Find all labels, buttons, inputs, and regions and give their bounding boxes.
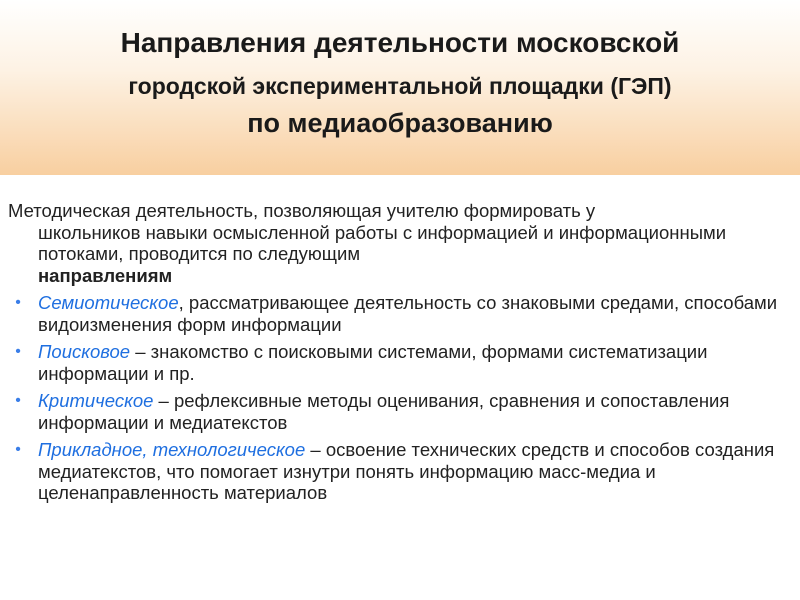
bullet-icon: •: [15, 343, 21, 360]
direction-description: , рассматривающее деятельность со знаковыми средами, способами видоизменения форм информации: [38, 292, 778, 335]
intro-paragraph: [8, 200, 778, 286]
direction-term: Критическое: [38, 390, 154, 411]
intro-rest-text: школьников навыки осмысленной работы с информацией и информационными потоками, проводится по следующим: [38, 221, 727, 264]
direction-term: Семиотическое: [38, 292, 179, 313]
direction-description: – рефлексивные методы оценивания, сравнения и сопоставления информации и медиатекстов: [38, 390, 730, 433]
list-item: [8, 341, 778, 384]
list-item: [8, 390, 778, 433]
intro-rest: [8, 222, 778, 287]
list-item: [8, 292, 778, 335]
direction-term: Поисковое: [38, 341, 131, 362]
intro-bold-text: направлениям: [38, 264, 173, 286]
direction-term: Прикладное, технологическое: [38, 439, 306, 460]
slide-title-line-1: Направления деятельности московской: [120, 27, 680, 58]
slide-title-line-2: городской экспериментальной площадки (ГЭП): [128, 73, 672, 99]
slide-title-line-3: по медиаобразованию: [247, 108, 553, 138]
slide-title: [0, 24, 800, 142]
bullet-icon: •: [15, 294, 21, 311]
slide-body: [8, 200, 778, 510]
list-item: [8, 439, 778, 504]
bullet-icon: •: [15, 392, 21, 409]
direction-description: – освоение технических средств и способов создания медиатекстов, что помогает изнутри понять информацию масс-медиа и целенаправленность материалов: [38, 439, 775, 503]
directions-list: [8, 292, 778, 504]
intro-lead-text: Методическая деятельность, позволяющая учителю формировать у: [8, 200, 596, 221]
direction-description: – знакомство с поисковыми системами, формами систематизации информации и пр.: [38, 341, 708, 384]
bullet-icon: •: [15, 441, 21, 458]
